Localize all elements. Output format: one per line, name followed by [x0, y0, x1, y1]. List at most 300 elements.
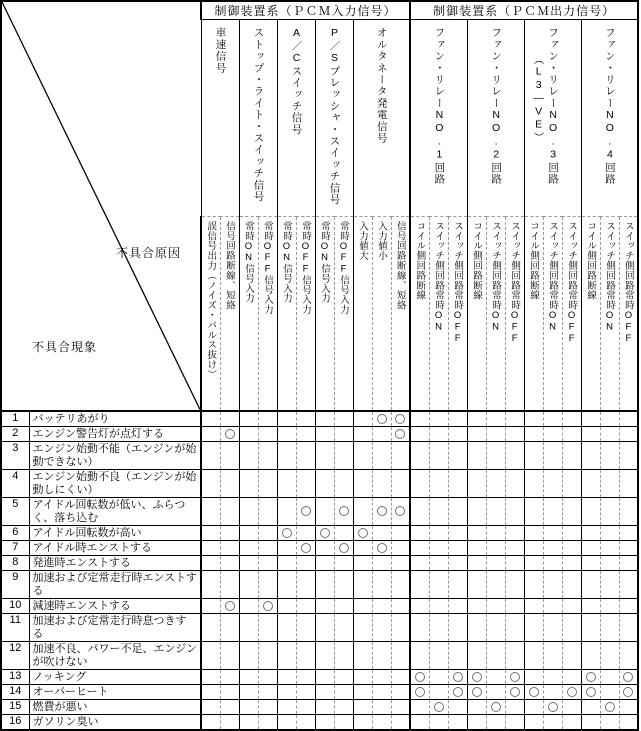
matrix-cell [220, 714, 239, 730]
table-row [1, 426, 638, 441]
column-header-1 [201, 20, 239, 217]
matrix-cell [581, 426, 600, 441]
matrix-cell [448, 441, 467, 469]
matrix-cell [201, 714, 220, 730]
matrix-cell [201, 669, 220, 684]
matrix-cell [448, 669, 467, 684]
matrix-cell [258, 441, 277, 469]
matrix-cell [334, 555, 353, 570]
matrix-cell [391, 598, 410, 613]
matrix-cell [201, 497, 220, 525]
matrix-cell [334, 714, 353, 730]
matrix-cell [600, 570, 619, 598]
matrix-cell [505, 570, 524, 598]
sub-header-23 [619, 217, 638, 411]
matrix-cell [486, 525, 505, 540]
sub-header-label: 入力値大 [357, 221, 368, 261]
matrix-cell [524, 598, 543, 613]
mark-circle [491, 702, 501, 712]
matrix-cell [410, 641, 429, 669]
matrix-cell [334, 641, 353, 669]
mark-circle [434, 702, 444, 712]
matrix-cell [353, 555, 372, 570]
matrix-cell [543, 469, 562, 497]
matrix-cell [619, 497, 638, 525]
mark-circle [358, 528, 368, 538]
matrix-cell [220, 669, 239, 684]
matrix-cell [220, 699, 239, 714]
matrix-cell [334, 570, 353, 598]
sub-header-label: スイッチ側回路常時ON [547, 221, 559, 333]
matrix-cell [372, 570, 391, 598]
mark-circle [415, 687, 425, 697]
sub-header-label: 常時OFF信号入力 [338, 221, 349, 315]
matrix-cell [258, 641, 277, 669]
matrix-cell [524, 525, 543, 540]
matrix-cell [201, 613, 220, 641]
matrix-cell [410, 555, 429, 570]
matrix-cell [296, 469, 315, 497]
symptom-label: 加速不良、パワー不足、エンジンが吹けない [29, 641, 201, 669]
matrix-cell [467, 669, 486, 684]
matrix-cell [220, 540, 239, 555]
matrix-cell [448, 540, 467, 555]
matrix-cell [353, 497, 372, 525]
matrix-cell [429, 426, 448, 441]
matrix-cell [277, 613, 296, 641]
matrix-cell [315, 426, 334, 441]
matrix-cell [448, 684, 467, 699]
matrix-cell [524, 497, 543, 525]
matrix-cell [486, 641, 505, 669]
matrix-cell [334, 699, 353, 714]
row-number: 3 [1, 441, 29, 469]
sub-header-19 [543, 217, 562, 411]
matrix-cell [543, 714, 562, 730]
matrix-cell [315, 669, 334, 684]
row-number: 2 [1, 426, 29, 441]
matrix-cell [467, 714, 486, 730]
matrix-cell [334, 684, 353, 699]
matrix-cell [277, 469, 296, 497]
matrix-cell [486, 684, 505, 699]
matrix-cell [391, 411, 410, 427]
column-header-3 [277, 20, 315, 217]
matrix-cell [277, 641, 296, 669]
column-header-label: ストップ・ライト・スイッチ信号 [252, 27, 265, 203]
matrix-cell [296, 699, 315, 714]
matrix-cell [296, 555, 315, 570]
matrix-cell [239, 598, 258, 613]
matrix-cell [467, 598, 486, 613]
matrix-cell [448, 497, 467, 525]
matrix-cell [220, 641, 239, 669]
matrix-cell [448, 641, 467, 669]
sub-header-label: スイッチ側回路常時OFF [566, 221, 578, 345]
matrix-cell [429, 598, 448, 613]
matrix-cell [581, 469, 600, 497]
matrix-cell [315, 714, 334, 730]
corner-cell [1, 1, 201, 411]
mark-circle [567, 687, 577, 697]
table-row [1, 411, 638, 427]
matrix-cell [429, 641, 448, 669]
matrix-cell [505, 497, 524, 525]
matrix-cell [258, 699, 277, 714]
matrix-cell [619, 411, 638, 427]
matrix-cell [220, 525, 239, 540]
matrix-cell [505, 469, 524, 497]
matrix-cell [334, 441, 353, 469]
matrix-cell [410, 540, 429, 555]
mark-circle [415, 672, 425, 682]
matrix-cell [429, 469, 448, 497]
matrix-cell [258, 570, 277, 598]
matrix-cell [277, 441, 296, 469]
matrix-cell [524, 641, 543, 669]
symptom-label: アイドル時エンストする [29, 540, 201, 555]
table-row [1, 555, 638, 570]
matrix-cell [391, 613, 410, 641]
matrix-cell [486, 555, 505, 570]
matrix-cell [505, 441, 524, 469]
row-number: 12 [1, 641, 29, 669]
matrix-cell [410, 441, 429, 469]
matrix-cell [486, 411, 505, 427]
column-header-5 [353, 20, 410, 217]
matrix-cell [315, 598, 334, 613]
matrix-cell [334, 497, 353, 525]
mark-circle [510, 672, 520, 682]
matrix-cell [505, 669, 524, 684]
row-number: 13 [1, 669, 29, 684]
matrix-cell [543, 699, 562, 714]
sub-header-label: 信号回路断線、短絡 [224, 221, 235, 311]
matrix-cell [353, 699, 372, 714]
row-number: 10 [1, 598, 29, 613]
matrix-cell [600, 714, 619, 730]
matrix-cell [391, 525, 410, 540]
matrix-cell [315, 613, 334, 641]
symptom-label: エンジン警告灯が点灯する [29, 426, 201, 441]
matrix-cell [239, 699, 258, 714]
matrix-cell [448, 525, 467, 540]
matrix-cell [505, 613, 524, 641]
matrix-cell [581, 613, 600, 641]
column-header-label: P／Sプレッシャ・スイッチ信号 [328, 27, 341, 206]
mark-circle [605, 702, 615, 712]
matrix-cell [467, 684, 486, 699]
matrix-cell [334, 525, 353, 540]
matrix-cell [600, 613, 619, 641]
matrix-cell [429, 570, 448, 598]
matrix-cell [410, 497, 429, 525]
sub-header-label: スイッチ側回路常時ON [433, 221, 445, 333]
matrix-cell [353, 684, 372, 699]
row-number: 6 [1, 525, 29, 540]
matrix-cell [410, 426, 429, 441]
matrix-cell [429, 714, 448, 730]
matrix-cell [277, 426, 296, 441]
column-header-note: （L3―VE） [532, 54, 545, 144]
matrix-cell [619, 598, 638, 613]
matrix-cell [201, 411, 220, 427]
matrix-cell [353, 570, 372, 598]
column-header-2 [239, 20, 277, 217]
matrix-cell [524, 469, 543, 497]
matrix-cell [505, 525, 524, 540]
matrix-cell [239, 411, 258, 427]
matrix-cell [562, 441, 581, 469]
matrix-cell [581, 411, 600, 427]
symptom-label: ノッキング [29, 669, 201, 684]
matrix-cell [543, 598, 562, 613]
matrix-cell [296, 441, 315, 469]
matrix-cell [429, 613, 448, 641]
matrix-cell [619, 555, 638, 570]
matrix-cell [505, 684, 524, 699]
matrix-cell [562, 570, 581, 598]
matrix-cell [372, 441, 391, 469]
matrix-cell [524, 441, 543, 469]
group-header-row [1, 1, 638, 20]
matrix-cell [258, 684, 277, 699]
matrix-cell [448, 426, 467, 441]
matrix-cell [239, 669, 258, 684]
group-header-pcm-input: 制御装置系（ＰＣＭ入力信号） [201, 1, 410, 20]
row-number: 1 [1, 411, 29, 427]
sub-header-label: 常時ON信号入力 [243, 221, 254, 304]
matrix-cell [410, 570, 429, 598]
table-row [1, 641, 638, 669]
matrix-cell [239, 641, 258, 669]
sub-header-label: 常時ON信号入力 [319, 221, 330, 304]
matrix-cell [315, 641, 334, 669]
matrix-cell [600, 598, 619, 613]
matrix-cell [391, 426, 410, 441]
table-row [1, 570, 638, 598]
mark-circle [623, 672, 633, 682]
matrix-cell [619, 525, 638, 540]
matrix-cell [220, 441, 239, 469]
matrix-cell [315, 540, 334, 555]
matrix-cell [296, 411, 315, 427]
matrix-cell [543, 426, 562, 441]
symptom-label: 燃費が悪い [29, 699, 201, 714]
matrix-cell [372, 426, 391, 441]
sub-header-5 [277, 217, 296, 411]
matrix-cell [258, 411, 277, 427]
matrix-cell [220, 469, 239, 497]
column-header-label: オルタネータ発電信号 [375, 27, 388, 144]
symptom-label: 加速および定常走行時エンストする [29, 570, 201, 598]
matrix-cell [562, 525, 581, 540]
matrix-cell [543, 613, 562, 641]
matrix-cell [505, 714, 524, 730]
sub-header-label: コイル側回路断線 [414, 221, 426, 301]
matrix-cell [562, 555, 581, 570]
matrix-cell [201, 684, 220, 699]
matrix-cell [505, 555, 524, 570]
matrix-cell [448, 469, 467, 497]
sub-header-8 [334, 217, 353, 411]
mark-circle [320, 528, 330, 538]
sub-header-22 [600, 217, 619, 411]
matrix-cell [429, 441, 448, 469]
matrix-cell [277, 699, 296, 714]
matrix-cell [201, 641, 220, 669]
matrix-cell [467, 525, 486, 540]
matrix-cell [239, 714, 258, 730]
matrix-cell [619, 570, 638, 598]
column-header-label: ファン・リレーNO.3回路 [547, 27, 560, 186]
matrix-cell [277, 411, 296, 427]
matrix-cell [562, 699, 581, 714]
matrix-cell [353, 613, 372, 641]
table-row [1, 714, 638, 730]
matrix-cell [524, 613, 543, 641]
row-number: 5 [1, 497, 29, 525]
matrix-cell [372, 669, 391, 684]
matrix-cell [543, 669, 562, 684]
column-header-9 [581, 20, 638, 217]
matrix-cell [315, 699, 334, 714]
matrix-cell [372, 525, 391, 540]
matrix-cell [201, 555, 220, 570]
matrix-cell [600, 525, 619, 540]
matrix-cell [372, 497, 391, 525]
symptom-label: オーバーヒート [29, 684, 201, 699]
sub-header-label: コイル側回路断線 [528, 221, 540, 301]
matrix-cell [353, 441, 372, 469]
mark-circle [472, 672, 482, 682]
sub-header-1 [201, 217, 220, 411]
corner-symptom-label: 不具合現象 [32, 340, 98, 354]
mark-circle [623, 687, 633, 697]
column-header-6 [410, 20, 467, 217]
matrix-cell [372, 555, 391, 570]
sub-header-label: 常時ON信号入力 [281, 221, 292, 304]
table-row [1, 497, 638, 525]
mark-circle [395, 414, 405, 424]
matrix-cell [201, 441, 220, 469]
sub-header-9 [353, 217, 372, 411]
column-header-7 [467, 20, 524, 217]
sub-header-15 [467, 217, 486, 411]
matrix-cell [277, 497, 296, 525]
matrix-cell [296, 570, 315, 598]
matrix-cell [277, 684, 296, 699]
matrix-cell [201, 525, 220, 540]
sub-header-label: スイッチ側回路常時ON [490, 221, 502, 333]
matrix-cell [448, 714, 467, 730]
matrix-cell [486, 469, 505, 497]
table-row [1, 699, 638, 714]
matrix-cell [429, 411, 448, 427]
matrix-cell [486, 497, 505, 525]
matrix-cell [486, 613, 505, 641]
table-row [1, 598, 638, 613]
column-header-label: A／Cスイッチ信号 [290, 27, 303, 136]
matrix-cell [505, 598, 524, 613]
matrix-cell [239, 684, 258, 699]
mark-circle [453, 672, 463, 682]
matrix-cell [372, 598, 391, 613]
matrix-cell [353, 426, 372, 441]
row-number: 11 [1, 613, 29, 641]
matrix-cell [334, 411, 353, 427]
matrix-cell [448, 699, 467, 714]
matrix-cell [220, 613, 239, 641]
matrix-cell [543, 540, 562, 555]
matrix-cell [239, 613, 258, 641]
matrix-cell [505, 540, 524, 555]
matrix-cell [201, 570, 220, 598]
row-number: 16 [1, 714, 29, 730]
matrix-cell [581, 669, 600, 684]
matrix-cell [429, 525, 448, 540]
table-row [1, 684, 638, 699]
symptom-label: アイドル回転数が高い [29, 525, 201, 540]
matrix-cell [258, 497, 277, 525]
matrix-cell [505, 426, 524, 441]
matrix-cell [524, 426, 543, 441]
matrix-cell [429, 555, 448, 570]
column-header-label: ファン・リレーNO.1回路 [433, 27, 446, 186]
matrix-cell [524, 411, 543, 427]
matrix-cell [258, 555, 277, 570]
matrix-cell [258, 469, 277, 497]
matrix-cell [277, 525, 296, 540]
matrix-cell [277, 540, 296, 555]
matrix-cell [391, 641, 410, 669]
matrix-cell [353, 411, 372, 427]
mark-circle [377, 543, 387, 553]
matrix-cell [277, 714, 296, 730]
matrix-cell [410, 598, 429, 613]
sub-header-label: スイッチ側回路常時OFF [452, 221, 464, 345]
matrix-cell [391, 714, 410, 730]
mark-circle [472, 687, 482, 697]
matrix-cell [258, 598, 277, 613]
matrix-cell [581, 684, 600, 699]
matrix-cell [201, 426, 220, 441]
matrix-cell [239, 441, 258, 469]
matrix-cell [619, 641, 638, 669]
matrix-cell [619, 684, 638, 699]
matrix-cell [277, 555, 296, 570]
matrix-cell [429, 497, 448, 525]
matrix-cell [524, 669, 543, 684]
matrix-cell [619, 426, 638, 441]
matrix-cell [353, 598, 372, 613]
matrix-cell [220, 411, 239, 427]
matrix-cell [391, 699, 410, 714]
matrix-cell [201, 469, 220, 497]
matrix-cell [581, 525, 600, 540]
matrix-cell [353, 540, 372, 555]
symptom-label: エンジン始動不能（エンジンが始動できない） [29, 441, 201, 469]
matrix-cell [391, 540, 410, 555]
matrix-cell [372, 411, 391, 427]
mark-circle [377, 414, 387, 424]
sub-header-20 [562, 217, 581, 411]
matrix-cell [505, 641, 524, 669]
matrix-cell [315, 441, 334, 469]
matrix-cell [353, 641, 372, 669]
row-number: 8 [1, 555, 29, 570]
sub-header-3 [239, 217, 258, 411]
